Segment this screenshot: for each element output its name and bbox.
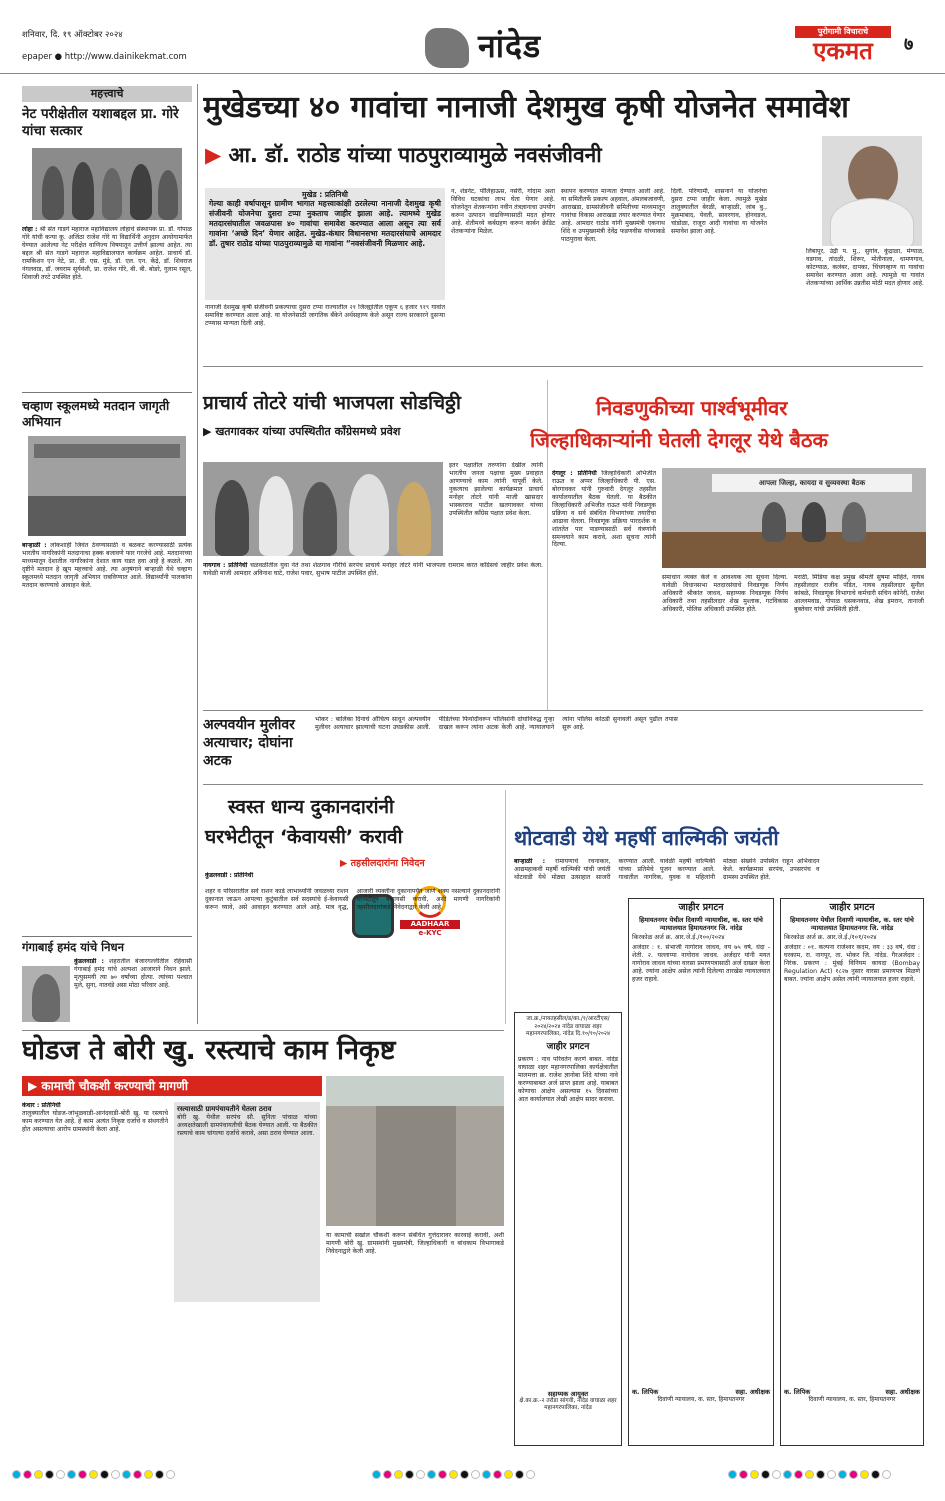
notice-mid — [628, 898, 774, 1446]
section-title: नांदेड — [478, 27, 542, 65]
brand-logo — [795, 26, 891, 70]
registration-dot — [122, 1470, 131, 1479]
registration-dot — [838, 1470, 847, 1479]
registration-dot — [860, 1470, 869, 1479]
lead-intro: गेल्या काही वर्षापासून ग्रामीण भागात महत्त्वाकांक्षी ठरलेल्या नानाजी देशमुख कृषी संजीवनी योजनेचा दुसरा टप्पा नुकताच जाहीर झाला आहे. त्यामध्ये मुखेड मतदारसंघातील जवळपास ४० गावांचा समावेश करण्यात आला असून त्या सर्व गावांना ‘अच्छे दिन’ येणार आहेत. मुखेड-कंधार विधानसभा मतदारसंघाचे आमदार डॉ. तुषार राठोड यांच्या पाठपुराव्यामुळे या गावांना “नवसंजीवनी मिळणार आहे. — [209, 199, 441, 249]
registration-dot — [427, 1470, 436, 1479]
story2-headline: चव्हाण स्कूलमध्ये मतदान जागृती अभियान — [22, 398, 170, 429]
registration-dot — [78, 1470, 87, 1479]
sidebar-tag: महत्त्वाचे — [22, 86, 192, 102]
totre-subhead: ▶ खतगावकर यांच्या उपस्थितीत काँग्रेसमध्ये प्रवेश — [203, 425, 401, 438]
obit-body: शहरातील बंजारगल्लीतील रहिवासी गंगाबाई हमंद यांचे अल्पशा आजाराने निधन झाले. मृत्युसमयी त्या ७० वर्षांच्या होत्या. त्यांच्या पश्चात मुले, सुना, नातवंडे असा मोठा परिवार आहे. — [74, 958, 192, 989]
road-subhead-text: कामाची चौकशी करण्याची मागणी — [41, 1079, 188, 1093]
registration-dot — [493, 1470, 502, 1479]
notice-right — [780, 898, 924, 1446]
valmiki-dateline: बाऱ्हाळी : — [514, 858, 546, 865]
registration-dot — [482, 1470, 491, 1479]
totre-body-2: चळवळीतील युवा नेते तथा शेळगाव गौरीचे सरपंच प्राचार्य मनोहर तोटरे यांनी भाजपला रामराम करत काँग्रेसचे जाहीर प्रवेश केला. यावेळी माजी आमदार अविनाश घाटे, राजेश पवार, सुभाष पाटील उपस्थित होते. — [203, 562, 543, 577]
registration-dot — [383, 1470, 392, 1479]
story1-headline: नेट परीक्षेतील यशाबद्दल प्रा. गोरे यांचा सत्कार — [22, 106, 179, 139]
degloor-headline-1: निवडणुकीच्या पार्श्वभूमीवर — [596, 396, 788, 420]
degloor-dateline: देगलूर : प्रतिनिधी — [552, 470, 597, 477]
notice-mid-sign1: क. लिपिक — [632, 1387, 659, 1396]
notice-mid-court: हिमायतनगर येथील दिवाणी न्यायाधीश, क. स्तर यांचे न्यायालयात हिमायतनगर जि. नांदेड — [639, 915, 763, 932]
masthead — [0, 0, 945, 74]
registration-dot — [144, 1470, 153, 1479]
kyc-tag: ▶ तहसीलदारांना निवेदन — [340, 858, 425, 869]
road-box-body: बोरी खु. येथील सरपंच सौ. सुनिता पांचाळ यांच्या अध्यक्षतेखाली ग्रामपंचायतीची बैठक घेण्यात आली. या बैठकीत रस्त्याचे काम चांगल्या दर्जाचे करावे, असा ठराव घेण्यात आला. — [177, 1113, 317, 1137]
registration-dot — [460, 1470, 469, 1479]
road-subhead: ▶ कामाची चौकशी करण्याची मागणी — [22, 1076, 322, 1096]
registration-dot — [849, 1470, 858, 1479]
registration-dot — [12, 1470, 21, 1479]
notice-left-title: जाहीर प्रगटन — [546, 1041, 590, 1052]
notice-left-ref: जा.क्र./नायतहसील/ड/का./१/आरटीएस/२०२४/२०२४ नांदेड वाघाळा शहर महानगरपालिका, नांदेड दि.१०/१०/२०२४ — [526, 1016, 610, 1038]
color-registration-strip — [0, 1458, 945, 1498]
color-dots-center — [372, 1470, 535, 1479]
notice-mid-case: किरकोळ अर्ज क्र. आर.जे.ई./१००/२०२४ — [632, 934, 725, 942]
valmiki-headline: थोटवाडी येथे महर्षी वाल्मिकी जयंती — [514, 826, 779, 850]
epaper-label: epaper — [22, 52, 52, 62]
site-url[interactable]: http://www.dainikekmat.com — [64, 52, 187, 62]
totre-subhead-text: खतगावकर यांच्या उपस्थितीत काँग्रेसमध्ये प्रवेश — [215, 425, 401, 438]
registration-dot — [416, 1470, 425, 1479]
registration-dot — [504, 1470, 513, 1479]
lead-subhead: ▶ आ. डॉ. राठोड यांच्या पाठपुराव्यामुळे नवसंजीवनी — [205, 143, 602, 167]
registration-dot — [34, 1470, 43, 1479]
obit-dateline: कुंडलवाडी : — [74, 958, 104, 965]
aadhaar-sublabel: e-KYC — [418, 928, 442, 937]
notice-mid-title: जाहीर प्रगटन — [678, 902, 724, 913]
kyc-headline-1: स्वस्त धान्य दुकानदारांनी — [228, 796, 394, 818]
lead-col-1: नानाजी देशमुख कृषी संजीवनी प्रकल्पाचा दुसरा टप्पा राज्यातील २१ जिल्ह्यांतील एकूण ६ हजार ९१९ गावांत समाविष्ट करण्यात आला आहे. या योजनेसाठी जागतिक बँकेने अर्थसहाय्य केले असून राज्य सरकारने दुसऱ्या टप्प्यास मान्यता दिली आहे. — [205, 304, 445, 327]
road-resolution-box — [174, 1102, 320, 1302]
lead-col-5: लिंबापूर, उंद्री प. मु., सुगांव, कुंद्राळा, मंग्याळ, वडगाव, तांदळी, शिरूर, मोतीनाला, धामणगाव, कोटग्याळ, कलंबर, दापका, चिंचगव्हाण या गावांचा समावेश करण्यात आला आहे. त्यामुळे या गावांत शेतकऱ्यांच्या आर्थिक उन्नतीस मोठी मदत होणार आहे. — [806, 248, 924, 287]
road-box-title: रस्त्यासाठी ग्रामपंचायतीने घेतला ठराव — [177, 1105, 272, 1113]
registration-dot — [133, 1470, 142, 1479]
obit-portrait — [22, 966, 70, 1022]
registration-dot — [100, 1470, 109, 1479]
registration-dot — [23, 1470, 32, 1479]
obit-headline: गंगाबाई हमंद यांचे निधन — [22, 940, 124, 954]
lead-headline: मुखेडच्या ४० गावांचा नानाजी देशमुख कृषी योजनेत समावेश — [203, 90, 849, 125]
section-logo-map-icon — [425, 28, 469, 68]
brand-name: एकमत — [813, 37, 873, 65]
lead-col-3: स्थापन करण्यात मान्यता देण्यात आली आहे. या समितीतर्फे प्रकल्प अहवाल, अंमलबजावणी, आराखडा, ग्रामसंजीवनी समितीच्या माध्यमातून गावांचा विकास आराखडा तयार करण्यात येणार आहे. आमदार राठोड यांनी मुख्यमंत्री एकनाथ शिंदे व उपमुख्यमंत्री देवेंद्र फडणवीस यांच्याकडे पाठपुरावा केला. — [561, 188, 665, 243]
registration-dot — [155, 1470, 164, 1479]
notice-left-sign1: सहाय्यक आयुक्त — [547, 1389, 589, 1398]
registration-dot — [166, 1470, 175, 1479]
registration-dot — [89, 1470, 98, 1479]
road-dateline: कंधार : प्रतिनिधी — [22, 1102, 61, 1109]
meeting-banner: आपला जिल्हा, कायदा व सुव्यवस्था बैठक — [712, 474, 912, 492]
meeting-photo — [662, 468, 926, 568]
brand-tagline: पुरोगामी विचाराचे — [795, 26, 891, 38]
totre-dateline: नायगाव : प्रतिनिधी — [203, 562, 248, 569]
notice-right-sign1: क. लिपिक — [784, 1387, 811, 1396]
registration-dot — [67, 1470, 76, 1479]
felicitation-photo — [32, 148, 182, 220]
road-body-1: तालुक्यातील घोडज-जांभुळवाडी-आनंदवाडी-बोरी खु. या रस्त्याचे काम करण्यात येत आहे. हे काम अत्यंत निकृष्ट दर्जाचे व संथगतीने होत असल्याचा आरोप ग्रामस्थांनी केला आहे. — [22, 1109, 168, 1133]
notice-mid-footer: दिवाणी न्यायालय, क. स्तर, हिमायतनगर — [657, 1396, 745, 1404]
color-dots-left — [12, 1470, 175, 1479]
registration-dot — [772, 1470, 781, 1479]
degloor-headline-2: जिल्हाधिकाऱ्यांनी घेतली देगलूर येथे बैठक — [530, 428, 828, 452]
registration-dot — [728, 1470, 737, 1479]
story2-body: लोकशाही जिवंत ठेवण्यासाठी व बळकट करण्यासाठी प्रत्येक भारतीय नागरिकांनी मतदानाचा हक्क बजावणे फार गरजेचे आहे. मतदानाच्या माध्यमातून देशातील नागरिकांना देशात काय घडत हवा आहे हे कळते. त्या दृष्टीने मतदान हे खूप महत्त्वाचे आहे. त्या अनुषंगाने बाऱ्हाळी येथे चव्हाण स्कूलमध्ये मतदान जागृती अभियान राबविण्यात आले. विद्यार्थ्यांनी पालकांना मतदान करण्याचे आवाहन केले. — [22, 542, 192, 589]
lead-dateline: मुखेड : प्रतिनिधी — [302, 190, 348, 199]
notice-right-court: हिमायतनगर येथील दिवाणी न्यायाधीश, क. स्तर यांचे न्यायालयात हिमायतनगर जि. नांदेड — [790, 915, 914, 932]
registration-dot — [471, 1470, 480, 1479]
notice-left-sign2: क्षे.का.क्र.-२ तरोडा सांगवी, नांदेड वाघाळा शहर महानगरपालिका, नांदेड — [519, 1397, 617, 1412]
story2-dateline: बाऱ्हाळी : — [22, 542, 47, 549]
lead-subhead-text: आ. डॉ. राठोड यांच्या पाठपुराव्यामुळे नवसंजीवनी — [228, 143, 602, 167]
epaper-line[interactable] — [22, 52, 187, 63]
congress-entry-photo — [203, 462, 443, 556]
notice-mid-sign2: सहा. अधीक्षक — [735, 1387, 770, 1396]
kyc-tag-text: तहसीलदारांना निवेदन — [350, 858, 425, 869]
notice-right-title: जाहीर प्रगटन — [829, 902, 875, 913]
registration-dot — [871, 1470, 880, 1479]
registration-dot — [515, 1470, 524, 1479]
registration-dot — [805, 1470, 814, 1479]
road-photo — [326, 1076, 504, 1226]
atrocity-headline: अल्पवयीन मुलीवर अत्याचार; दोघांना अटक — [203, 717, 295, 769]
notice-right-case: किरकोळ अर्ज क्र. आर.जे.ई./१०१/२०२४ — [784, 934, 877, 942]
registration-dot — [816, 1470, 825, 1479]
story1-body: श्री संत गाडगे महाराज महाविद्यालय लोहाचे संस्थापक प्रा. डॉ. गोपाळ गोरे यांची कन्या कु. अजिंठा राजेश गोरे या विद्यार्थिनी अनुदान आयोगामार्फत घेण्यात आलेल्या नेट परीक्षेत वाणिज्य विषयातून उत्तीर्ण झाल्या आहेत. त्या बद्दल श्री संत गाडगे महाराज महाविद्यालयात कार्यक्रम आहेत. प्राचार्य डॉ. रामकिशन एन नेटे, प्रा. डी. एस. मुंडे, डॉ. एल. एन. केंद्रे, डॉ. शिवराज नंगलवाड, डॉ. जयराम सूर्यवंशी, प्रा. राजेश गोरे, बी. बी. बोडरे, गुलाम रसूल, शिवाजी तरटे उपस्थित होते. — [22, 226, 192, 281]
registration-dot — [739, 1470, 748, 1479]
notice-left-body: प्रकरण : नाव परिवर्तन करणे बाबत. नांदेड वाघाळा शहर महानगरपालिका कार्यक्षेत्रातील मालमत्ता क्र. राजेश ज्ञानोबा शिंदे यांच्या नावे करण्याबाबत अर्ज प्राप्त झाला आहे. याबाबत कोणाचा आक्षेप असल्यास १५ दिवसांच्या आत कार्यालयात लेखी आक्षेप सादर करावा. — [518, 1055, 618, 1103]
notice-right-sign2: सहा. अधीक्षक — [885, 1387, 920, 1396]
lead-col-4: दिली. परिणामी, शासनाने या योजनेचा दुसरा टप्पा जाहीर केला. त्यामुळे मुखेड तालुक्यातील बेरळी, बाऱ्हाळी, जांब बु., मुक्रमाबाद, येवती, सावरगाव, होनवडज, चांडोळा, राजूरा आदी गावांचा या योजनेत समावेश झाला आहे. — [671, 188, 767, 235]
registration-dot — [45, 1470, 54, 1479]
globe-icon: ● — [54, 52, 63, 62]
valmiki-body: रामायणाचे रचनाकार, आद्यमहाकवी महर्षी वाल्मिकी यांची जयंती थोटवाडी येथे मोठ्या उत्साहात साजरी करण्यात आली. यावेळी महर्षी वाल्मिकी यांच्या प्रतिमेचे पूजन करण्यात आले. गावातील नागरिक, युवक व महिलांनी मोठ्या संख्येने उपस्थित राहून अभिवादन केले. कार्यक्रमास सरपंच, उपसरपंच व ग्रामस्थ उपस्थित होते. — [514, 858, 820, 881]
registration-dot — [882, 1470, 891, 1479]
totre-headline: प्राचार्य तोटरे यांची भाजपला सोडचिठ्ठी — [203, 392, 461, 414]
registration-dot — [111, 1470, 120, 1479]
color-dots-right — [728, 1470, 891, 1479]
notice-right-body: अर्जदार : ०१. कल्पना राजेश्वर कदम, वय : ३३ वर्षे, धंदा : घरकाम, रा. नागपूर, ता. भोकर जि. नांदेड. गैरअर्जदार : निरंक. प्रकरण : मुंबई विनियम कायदा (Bombay Regulation Act) १८२७ नुसार वारसा प्रमाणपत्र मिळणे बाबत. ज्यांना आक्षेप असेल त्यांनी न्यायालयात हजर राहावे. — [784, 943, 920, 983]
sidebar — [22, 86, 192, 1026]
totre-body-1: इतर पक्षातील तरुणांना देखील त्यांनी भारतीय जनता पक्षाचा मुख्य प्रवाहात आणण्याचे काम त्यांनी यापूर्वी केले. नुकत्याच झालेल्या कार्यक्रमात प्राचार्य मनोहर तोटरे यांनी माजी खासदार भास्करराव पाटील खतगावकर यांच्या उपस्थितीत काँग्रेस पक्षात प्रवेश केला. — [449, 462, 543, 517]
registration-dot — [372, 1470, 381, 1479]
registration-dot — [449, 1470, 458, 1479]
mla-portrait — [822, 136, 922, 246]
degloor-body-2: समाधान व्यक्त केले व आवश्यक त्या सूचना दिल्या. यावेळी विधानसभा मतदारसंघाचे निवडणूक निर्णय अधिकारी श्रीकांत जाधव, सहाय्यक निवडणूक निर्णय अधिकारी तथा तहसीलदार शेख मुश्ताक, गटविकास अधिकारी, पोलिस अधिकारी उपस्थित होते. — [662, 574, 788, 613]
students-photo — [28, 436, 186, 536]
degloor-body-3: मराठी, मिडिया कक्ष प्रमुख श्रीमती सुषमा मोहिते, नायब तहसीलदार राजीव पंडित, नायब तहसीलदार सुनील कांबळे, निवडणूक विभागाचे कर्मचारी सचिन कोनेरी, राजेश आल्लमवाड, गोपाळ धसकनवाड, शेख इमरान, तानाजी बुक्तेवार यांची उपस्थिती होती. — [794, 574, 924, 613]
registration-dot — [794, 1470, 803, 1479]
kyc-dateline: कुंडलवाडी : प्रतिनिधी — [205, 872, 254, 879]
degloor-body: जिल्हाधिकारी अभिजीत राऊत व अप्पर जिल्हाधिकारी पी. एस. बोरगावकर यांनी गुरुवारी देगलूर तहसील कार्यालयातील बैठक घेतली. या बैठकीत जिल्हाधिकारी अभिजीत राऊत यांनी निवडणूक प्रक्रिया व सर्व संबंधित विभागांच्या तयारीचा आढावा घेतला. निवडणूक प्रक्रिया पारदर्शक व शांततेत पार पाडण्यासाठी सर्व यंत्रणांनी समन्वयाने काम करावे, अशा सूचना त्यांनी दिल्या. — [552, 470, 656, 549]
registration-dot — [761, 1470, 770, 1479]
road-body-2: या कामाची सखोल चौकशी करून संबंधित गुत्तेदारावर कारवाई करावी, अशी मागणी बोरी खु. ग्रामस्थांनी मुख्यमंत्री, जिल्हाधिकारी व बांधकाम विभागाकडे निवेदनाद्वारे केली आहे. — [326, 1232, 504, 1255]
notice-left — [514, 1012, 622, 1446]
story1-dateline: लोहा : — [22, 226, 38, 233]
road-headline: घोडज ते बोरी खु. रस्त्याचे काम निकृष्ट — [22, 1035, 396, 1066]
notice-right-footer: दिवाणी न्यायालय, क. स्तर, हिमायतनगर — [808, 1396, 896, 1404]
notice-mid-body: अर्जदार : १. संभाजी नागोराव जाधव, वय ७५ वर्ष, धंदा - शेती. २. यल्लाप्पा नागोराव जाधव. अर्जदार यांनी मयत नागोराव जाधव यांच्या वारसा प्रमाणपत्रासाठी अर्ज दाखल केला आहे. ज्यांना आक्षेप असेल त्यांनी दिलेल्या तारखेस न्यायालयात हजर राहावे. — [632, 943, 770, 983]
registration-dot — [783, 1470, 792, 1479]
lead-col-2: न, शेडनेट, पॉलिहाऊस, नर्सरी, गोदाम अशा विविध घटकांचा लाभ घेता येणार आहे. योजनेतून शेतकऱ्यांना नवीन तंत्रज्ञानाचा उपयोग करून उत्पादन वाढविण्यासाठी मदत होणार आहे. शेतीमध्ये कर्बग्रहण करून कार्बन क्रेडिट शेतकऱ्यांना मिळेल. — [451, 188, 555, 235]
registration-dot — [394, 1470, 403, 1479]
atrocity-body: भोकर : बालिका दिनाचे औचित्य साधून अल्पवयीन मुलीवर अत्याचार झाल्याची घटना उघडकीस आली. पीडितेच्या फिर्यादीवरून पोलिसांनी दोघांविरुद्ध गुन्हा दाखल करून त्यांना अटक केली आहे. न्यायालयाने त्यांना पोलिस कोठडी सुनावली असून पुढील तपास सुरू आहे. — [315, 716, 678, 731]
registration-dot — [56, 1470, 65, 1479]
registration-dot — [438, 1470, 447, 1479]
page-number: ७ — [904, 34, 914, 55]
lead-intro-box — [205, 188, 445, 300]
issue-date: शनिवार, दि. १९ ऑक्टोबर २०२४ — [22, 30, 123, 40]
registration-dot — [750, 1470, 759, 1479]
registration-dot — [827, 1470, 836, 1479]
registration-dot — [526, 1470, 535, 1479]
aadhaar-label: AADHAAR — [400, 920, 460, 929]
kyc-headline-2: घरभेटीतून ‘केवायसी’ करावी — [205, 826, 403, 848]
kyc-body: शहर व परिसरातील सर्व राशन कार्ड लाभार्थ्यांनी जवळच्या राशन दुकानात जाऊन आपल्या कुटुंबातील सर्व सदस्यांचे ई-केवायसी करून घ्यावे, असे आवाहन करण्यात आले आहे. मात्र वृद्ध, आजारी व्यक्तींना दुकानापर्यंत जाणे शक्य नसल्याने दुकानदारांनी घरभेटीतून केवायसी करावी, अशी मागणी नागरिकांनी तहसीलदारांकडे निवेदनाद्वारे केली आहे. — [205, 888, 500, 911]
registration-dot — [405, 1470, 414, 1479]
